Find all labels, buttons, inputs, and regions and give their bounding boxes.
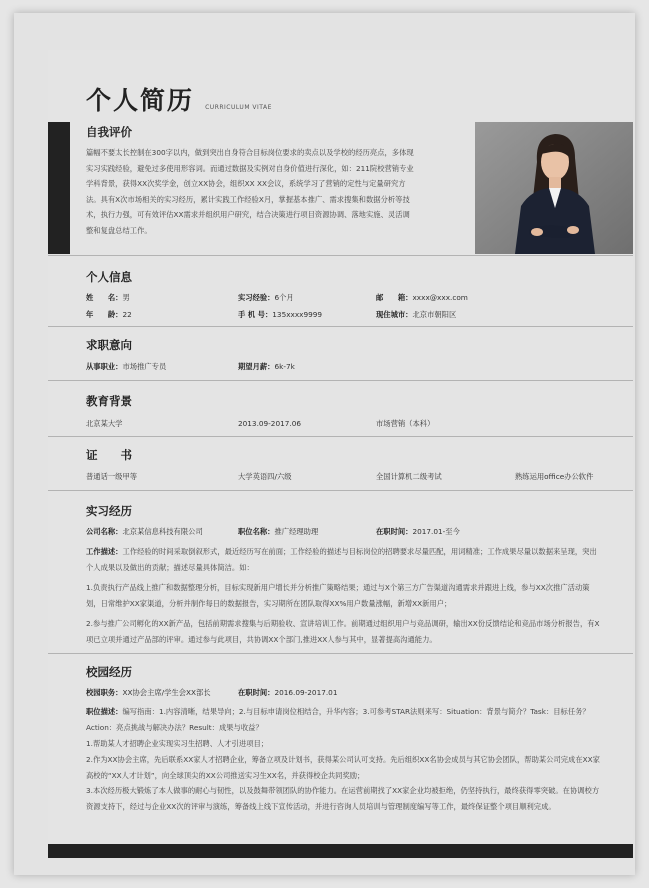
campus-point-3: 3.本次经历极大锻炼了本人做事的耐心与韧性，以及鼓舞带领团队的协作能力。在运营前期找了XX家企业均被拒绝，仍坚持执行，最终获得零突破。在协调校方资源支持下，经过与企业XX次的评审与演练，筹备线上线下宣传活动，并进行咨询人员培训与管理制度编写等工作，最终保证整个项目顺利完成。 bbox=[86, 786, 600, 811]
info-age-value: 22 bbox=[122, 310, 132, 319]
info-gender-label: 姓 名： bbox=[86, 293, 123, 302]
info-internship bbox=[238, 293, 294, 303]
info-email-label: 邮 箱： bbox=[376, 293, 413, 302]
work-point-2: 2.参与推广公司孵化的XX新产品，包括前期需求搜集与后期验收、宣讲培训工作。前期通过组织用户与竞品调研，输出XX份反馈结论和竞品市场分析报告，有X项已立项并通过产品部的评审。通过参与此项目，共协调XX个部门,推进XX人参与其中，显著提高沟通能力。 bbox=[86, 619, 600, 644]
info-internship-value: 6个月 bbox=[274, 293, 294, 302]
info-city-label: 现住城市： bbox=[376, 310, 413, 319]
info-email-value: xxxx@xxx.com bbox=[412, 293, 468, 302]
work-description-label: 工作描述： bbox=[86, 547, 123, 556]
intent-salary-label: 期望月薪： bbox=[238, 362, 275, 371]
resume-sheet bbox=[14, 13, 635, 875]
education-title: 教育背景 bbox=[86, 394, 132, 408]
campus-period-value: 2016.09-2017.01 bbox=[274, 688, 338, 697]
page-title: 个人简历 bbox=[86, 86, 195, 115]
profile-photo-image bbox=[475, 122, 633, 254]
campus-point-1: 1.帮助某人才招聘企业实现实习生招聘、人才引进项目； bbox=[86, 739, 269, 748]
section-accent-bar bbox=[48, 122, 70, 254]
campus-description-text: 编写指南：1.内容清晰，结果导向；2.与目标申请岗位相结合，升华内容；3.可参考STAR法则来写：Situation：背景与简介？Task：目标任务？Action：亮点挑战与解决办法？Result：成果与收益？ bbox=[86, 707, 590, 732]
info-internship-label: 实习经验： bbox=[238, 293, 275, 302]
section-divider bbox=[48, 255, 633, 256]
campus-period bbox=[238, 688, 337, 698]
certificate-item: 全国计算机二级考试 bbox=[376, 472, 442, 481]
campus-role-label: 校园职务： bbox=[86, 688, 123, 697]
work-period bbox=[376, 527, 460, 537]
section-divider bbox=[48, 380, 633, 381]
certificates-title: 证 书 bbox=[86, 448, 132, 462]
work-period-value: 2017.01-至今 bbox=[412, 527, 460, 536]
intent-occupation bbox=[86, 362, 166, 372]
resume-header bbox=[86, 81, 272, 117]
work-point-1: 1.负责执行产品线上推广和数据整理分析，目标实现新用户增长并分析推广策略结果；通过与X个第三方广告渠道沟通需求并跟进上线，参与XX次推广活动策划，日常维护XX家渠道，分析并制作每日的数据报告，实习期所在团队取得XX%用户数量涨幅，新增XX新用户； bbox=[86, 583, 590, 608]
education-major: 市场营销（本科） bbox=[376, 419, 435, 428]
intent-salary bbox=[238, 362, 295, 372]
work-role-value: 推广经理助理 bbox=[274, 527, 319, 536]
intent-occupation-label: 从事职业： bbox=[86, 362, 123, 371]
intent-salary-value: 6k-7k bbox=[274, 362, 295, 371]
campus-point-2: 2.作为XX协会主席，先后联系XX家人才招聘企业，筹备立项及计划书，获得某公司认可支持。先后组织XX名协会成员与其它协会团队，帮助某公司完成在XX家高校的“XX人才计划”，向全球顶尖的XX公司推送实习生XX名，并获得校企共同奖励； bbox=[86, 755, 600, 780]
section-divider bbox=[48, 436, 633, 437]
work-period-label: 在职时间： bbox=[376, 527, 413, 536]
section-divider bbox=[48, 653, 633, 654]
certificate-item: 普通话一级甲等 bbox=[86, 472, 138, 481]
page-subtitle: CURRICULUM VITAE bbox=[205, 104, 272, 111]
work-company bbox=[86, 527, 203, 537]
info-phone-label: 手 机 号： bbox=[238, 310, 273, 319]
education-period: 2013.09-2017.06 bbox=[238, 419, 301, 428]
personal-info-title: 个人信息 bbox=[86, 270, 132, 284]
campus-role-value: XX协会主席/学生会XX部长 bbox=[122, 688, 211, 697]
footer-bar bbox=[48, 844, 633, 858]
info-gender-value: 男 bbox=[122, 293, 130, 302]
info-city bbox=[376, 310, 456, 320]
work-company-value: 北京某信息科技有限公司 bbox=[122, 527, 203, 536]
work-role-label: 职位名称： bbox=[238, 527, 275, 536]
job-intent-title: 求职意向 bbox=[86, 338, 132, 352]
internship-title: 实习经历 bbox=[86, 504, 132, 518]
campus-description-label: 职位描述： bbox=[86, 707, 123, 716]
campus-role bbox=[86, 688, 211, 698]
work-description-text: 工作经验的时间采取倒叙形式，最近经历写在前面；工作经验的描述与目标岗位的招聘要求尽量匹配，用词精准；工作成果尽量以数据来呈现，突出个人成果以及做出的贡献；描述尽量具体简洁。如： bbox=[86, 547, 597, 572]
section-divider bbox=[48, 326, 633, 327]
info-phone bbox=[238, 310, 322, 320]
work-role bbox=[238, 527, 318, 537]
profile-photo bbox=[475, 122, 633, 254]
campus-period-label: 在职时间： bbox=[238, 688, 275, 697]
work-company-label: 公司名称： bbox=[86, 527, 123, 536]
info-phone-value: 135xxxx9999 bbox=[272, 310, 323, 319]
campus-title: 校园经历 bbox=[86, 665, 132, 679]
info-email bbox=[376, 293, 468, 303]
self-evaluation-title: 自我评价 bbox=[86, 125, 132, 139]
intent-occupation-value: 市场推广专员 bbox=[122, 362, 167, 371]
education-school: 北京某大学 bbox=[86, 419, 123, 428]
resume-page bbox=[48, 50, 633, 858]
info-gender bbox=[86, 293, 130, 303]
self-evaluation-text: 篇幅不要太长控制在300字以内，做到突出自身符合目标岗位要求的卖点以及学校的经历亮点，多体现实习实践经验，避免过多使用形容词。而通过数据及实例对自身价值进行深化，如：211院校营销专业学科背景，获得XX次奖学金，创立XX协会，组织XX XX会议，系统学习了营销的定性与定量研究方法。具有X次市场相关的实习经历，累计实践工作经验X月，掌握基本推广、需求搜集和数据分析等技术，执行力强，可有效评估XX需求并组织用户研究，结合决策进行项目资源协调、落地实施、灵活调整和复盘总结工作。 bbox=[86, 148, 414, 235]
section-divider bbox=[48, 490, 633, 491]
info-city-value: 北京市朝阳区 bbox=[412, 310, 457, 319]
info-age-label: 年 龄： bbox=[86, 310, 123, 319]
certificate-item: 大学英语四/六级 bbox=[238, 472, 292, 481]
campus-description bbox=[86, 704, 606, 735]
info-age bbox=[86, 310, 132, 320]
work-description bbox=[86, 544, 601, 575]
certificate-item: 熟练运用office办公软件 bbox=[515, 472, 594, 481]
self-evaluation-section bbox=[48, 122, 633, 254]
